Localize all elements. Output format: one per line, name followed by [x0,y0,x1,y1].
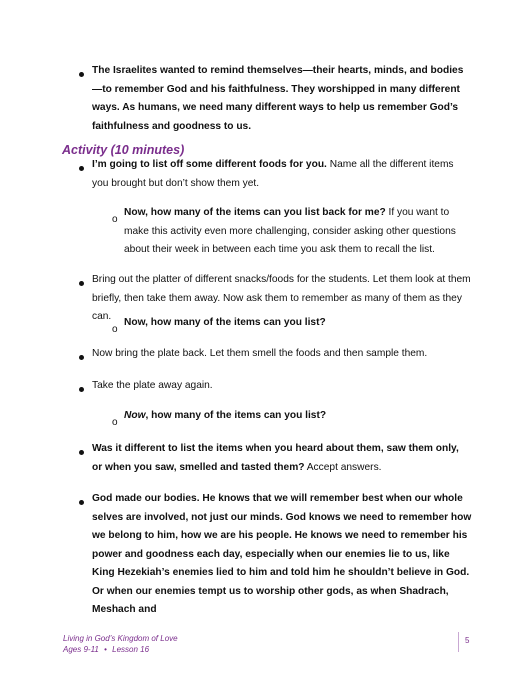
bullet-marker [79,500,84,505]
paragraph-bullet-5 [92,377,482,396]
page-number-divider [458,632,459,652]
sub-2-bold: Now, how many of the items can you list? [124,317,326,328]
bullet-marker [79,450,84,455]
footer-ages: Ages 9-11 [63,645,99,654]
paragraph-bullet-1 [92,62,472,136]
bullet-1-text: The Israelites wanted to remind themselves—their hearts, minds, and bodies—to remember God and his faithfulness. They worshipped in many different ways. As humans, we need many different ways to help us remember God’s faithfulness and goodness to us. [92,65,464,132]
paragraph-sub-1 [124,204,474,260]
bullet-6-rest: Accept answers. [304,461,382,473]
page-number: 5 [465,636,470,645]
bullet-4-text: Now bring the plate back. Let them smell the foods and then sample them. [92,348,428,359]
footer-lesson: Lesson 16 [112,645,150,654]
sub-3-italic: Now [124,410,146,421]
footer-title [63,634,178,643]
paragraph-bullet-6 [92,440,467,477]
bullet-marker [79,166,84,171]
bullet-2-bold: I’m going to list off some different foods for you. [92,159,327,170]
paragraph-sub-3 [124,407,474,426]
paragraph-bullet-7 [92,490,472,620]
paragraph-bullet-4 [92,345,482,364]
bullet-marker [79,281,84,286]
sub-bullet-marker: o [112,324,118,335]
bullet-marker [79,355,84,360]
sub-bullet-marker: o [112,214,118,225]
sub-3-bold: , how many of the items can you list? [145,410,327,421]
footer-line1: Living in God’s Kingdom of Love [63,634,178,643]
bullet-marker [79,387,84,392]
bullet-2-rest: Name all the different items you brought but don’t show them yet. [92,159,454,189]
paragraph-bullet-2 [92,156,472,193]
sub-bullet-marker: o [112,417,118,428]
bullet-7-text: God made our bodies. He knows that we will remember best when our whole selves are involved, not just our minds. God knows we need to remember how we belong to him, how we are his people. He knows we need to remember his power and goodness each day, especially when our enemies lie to us, like King Hezekiah’s enemies lied to him and told him he shouldn’t believe in God. Or when our enemies tempt us to worship other gods, as when Shadrach, Meshach and [92,493,472,615]
footer-separator: • [104,645,107,654]
sub-1-bold: Now, how many of the items can you list back for me? [124,207,386,218]
sub-1-rest: If you want to make this activity even more challenging, consider asking other questions about their week in between each time you ask them to recall the list. [124,207,456,255]
bullet-6-bold: Was it different to list the items when you heard about them, saw them only, or when you saw, smelled and tasted them? [92,443,459,473]
paragraph-sub-2 [124,314,474,333]
footer-subtitle [63,645,149,654]
bullet-3-text: Bring out the platter of different snacks/foods for the students. Let them look at them briefly, then take them away. Now ask them to remember as many of them as they can. [92,274,471,322]
bullet-5-text: Take the plate away again. [92,380,213,391]
section-heading: Activity (10 minutes) [62,143,185,157]
bullet-marker [79,72,84,77]
